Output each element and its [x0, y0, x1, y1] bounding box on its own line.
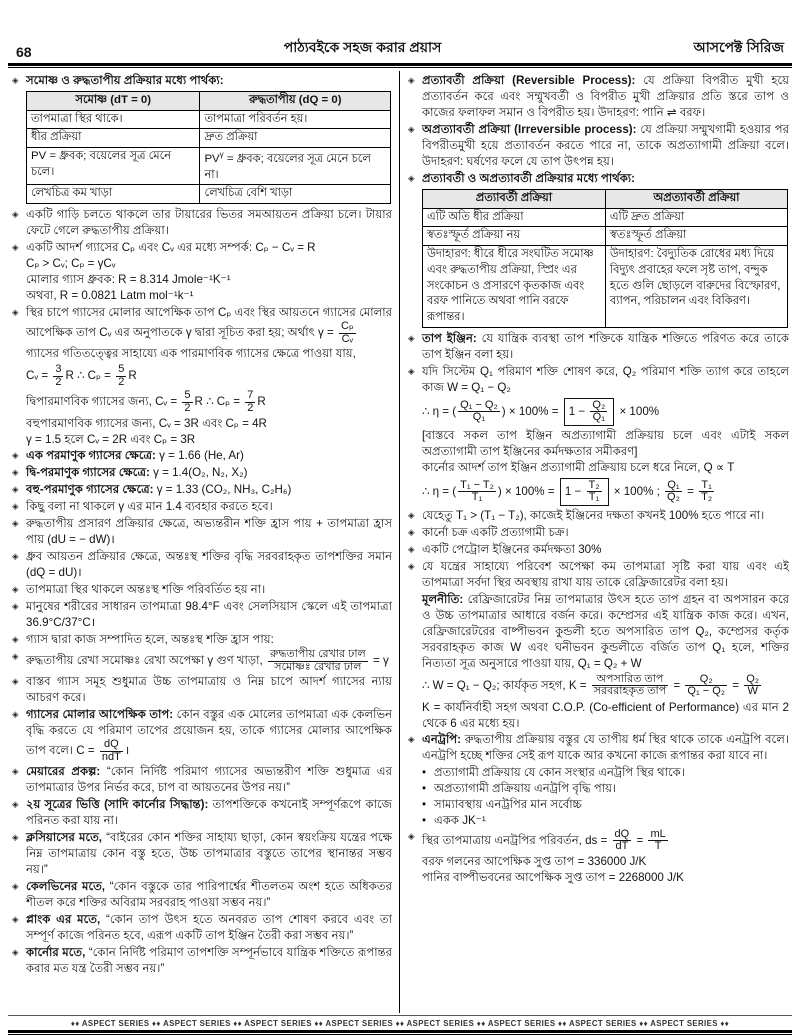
item-body: রুদ্ধতাপীয় প্রক্রিয়ায় বস্তুর যে তাপীয় ধর্ম স্থির থাকে তাকে এনট্রপি বলে। এনট্রপি হচ্ছে শক্তির সেই রূপ যাকে আর কখনো কাজে রূপান্তর করা যাবে না। [422, 732, 789, 762]
item-body: তাপশক্তিকে কখনোই সম্পূর্ণরূপে কাজে পরিনত করা যায় না। [26, 798, 392, 828]
comparison-table-isothermal-adiabatic [26, 91, 391, 204]
fraction [699, 480, 714, 504]
table-cell: ধীর প্রক্রিয়া [27, 129, 200, 148]
item-text: যদি সিস্টেম Q₁ পরিমাণ শক্তি শোষণ করে, Q₂ পরিমাণ শক্তি ত্যাগ করে তাহলে কাজ W = Q₁ − Q₂ [422, 364, 789, 394]
item-body: যে প্রক্রিয়া সম্মুখগামী হওয়ার পর বিপরীতমুখী হয়ে প্রত্যাবর্তন করতে পারে না, তাকে অপ্রত্যাগামী প্রক্রিয়া বলে। উদাহরণ: ঘর্ষণের ফলে যে তাপ উৎপন্ন হয়। [422, 122, 789, 168]
diamond-bullet-icon: ◈ [408, 172, 415, 183]
list-item [12, 240, 392, 304]
fraction-numerator: 5 [184, 389, 191, 402]
formula-text: = [633, 833, 647, 847]
fraction-denominator: ndT [101, 750, 121, 763]
item-text [26, 305, 392, 345]
diamond-bullet-icon: ◈ [408, 560, 415, 571]
diamond-bullet-icon: ◈ [408, 543, 415, 554]
item-lead: কার্নোর মতে, [26, 946, 86, 960]
fraction-numerator: Q₂ [685, 674, 727, 687]
fraction-numerator: T₁ [699, 480, 714, 493]
item-text: একটি গাড়ি চলতে থাকলে তার টায়ারের ভিতর সমআয়তন প্রক্রিয়া চলে। টায়ার ফেটে গেলে রুদ্ধতাপীয় প্রক্রিয়া। [26, 208, 392, 238]
item-text [26, 240, 392, 304]
list-item [408, 525, 789, 541]
diamond-bullet-icon: ◈ [12, 832, 19, 843]
diamond-bullet-icon: ◈ [12, 518, 19, 529]
boxed-formula [564, 398, 615, 426]
item-body: γ = 1.33 (CO₂, NH₃, C₂H₆) [156, 483, 292, 497]
formula-text: PV [204, 152, 220, 165]
section-title: সমোষ্ণ ও রুদ্ধতাপীয় প্রক্রিয়ার মধ্যে পার্থক্য: [26, 74, 224, 87]
diamond-bullet-icon: ◈ [12, 584, 19, 595]
table-cell: উদাহারণ: ধীরে ধীরে সংঘটিত সমোষ্ণ এবং রুদ্ধতাপীয় প্রক্রিয়া, স্প্রিং এর সংকোচন ও প্রসারণে কৃতকাজ এবং বরফ পানিতে অথবা পানি বরফে রূপান্তর। [423, 246, 606, 328]
right-column [400, 71, 796, 1013]
diamond-bullet-icon: ◈ [12, 450, 19, 461]
formula-text: = [670, 678, 684, 692]
fraction-numerator: mL [650, 827, 666, 840]
formula-text: Cᵥ = [26, 369, 52, 383]
table-cell: এটি দ্রুত প্রক্রিয়া [605, 208, 787, 227]
fraction-denominator: T₁ [588, 491, 600, 504]
item-body: “কোন তাপ উৎস হতে অনবরত তাপ শোষণ করবে এবং তা সম্পূর্ণ কাজে পরিনত হবে, এরূপ একটি তাপ ইঞ্জিন তৈরী করা সম্ভব নয়।” [26, 913, 392, 943]
fraction [53, 364, 63, 388]
principle-paragraph [422, 592, 789, 672]
fraction-denominator: সমোষ্ণঃ রেখার ঢাল [274, 660, 362, 673]
table-header-cell: প্রত্যাবর্তী প্রক্রিয়া [423, 189, 606, 208]
list-item [12, 945, 392, 977]
list-item [12, 912, 392, 944]
item-lead: বহু-পরমাণুক গ্যাসের ক্ষেত্রে: [26, 483, 154, 497]
diamond-bullet-icon: ◈ [408, 365, 415, 376]
item-lead: প্লাংক এর মতে, [26, 913, 101, 927]
table-row [423, 246, 788, 328]
formula-text: = ধ্রুবক; বয়েলের সূত্র মেনে চলে না। [204, 152, 371, 181]
table-header-cell: সমোষ্ণ (dT = 0) [27, 91, 200, 110]
fraction-denominator: W [747, 685, 758, 698]
list-item [408, 829, 789, 853]
dot-bullet-icon: • [422, 813, 427, 827]
diamond-bullet-icon: ◈ [12, 947, 19, 958]
diamond-bullet-icon: ◈ [12, 676, 19, 687]
footer-banner: ♦♦ ASPECT SERIES ♦♦ ASPECT SERIES ♦♦ ASPECT SERIES ♦♦ ASPECT SERIES ♦♦ ASPECT SERIES ♦♦ ASPECT SERIES ♦♦ ASPECT SERIES ♦♦ ASPECT SERIES ♦♦ [8, 1015, 792, 1030]
carnot-efficiency-formula [422, 478, 789, 506]
diamond-bullet-icon: ◈ [12, 651, 19, 662]
table-row [27, 129, 391, 148]
page-header [0, 36, 800, 63]
table-cell: উদাহারণ: বৈদ্যুতিক রোধের মধ্য দিয়ে বিদ্যুৎ প্রবাহের ফলে সৃষ্ট তাপ, বন্দুক হতে গুলি ছোড়লে বারুদের বিস্ফোরণ, ব্যাপন, পরিচালন এবং বিকিরণ। [605, 246, 787, 328]
item-text: একটি পেট্রোল ইঞ্জিনের কর্মদক্ষতা 30% [422, 542, 602, 556]
list-item [408, 73, 789, 121]
fraction-denominator: 2 [55, 375, 62, 388]
diamond-bullet-icon: ◈ [408, 526, 415, 537]
paragraph: গ্যাসের গতিতত্ত্বের সাহায্যে এক পারমাণবিক গ্যাসের ক্ষেত্রে পাওয়া যায়, [26, 347, 356, 361]
brand-name: আসপেক্ট সিরিজ [693, 39, 784, 55]
item-lead: কেলভিনের মতে, [26, 880, 106, 894]
list-item [12, 516, 392, 548]
left-column [4, 71, 400, 1013]
diamond-bullet-icon: ◈ [408, 509, 415, 520]
diamond-bullet-icon: ◈ [12, 601, 19, 612]
item-lead: গ্যাসের মোলার আপেক্ষিক তাপ: [26, 708, 174, 722]
item-lead: ক্লসিয়াসের মতে, [26, 831, 103, 845]
list-item [12, 599, 392, 631]
formula-text: = [683, 484, 698, 498]
list-item [408, 542, 789, 558]
item-text: তাপমাত্রা স্থির থাকলে অন্তঃস্থ শক্তি পরিবর্তিত হয় না। [26, 583, 266, 597]
item-lead: তাপ ইঞ্জিন: [422, 331, 477, 345]
fraction-numerator: রুদ্ধতাপীয় রেখার ঢাল [269, 648, 366, 661]
formula-text: ) × 100% = [501, 404, 562, 418]
fraction-denominator: T₂ [701, 491, 713, 504]
two-column-body [4, 68, 796, 1013]
efficiency-formula [422, 398, 789, 426]
item-text: কার্নো চক্র একটি প্রত্যাগামী চক্র। [422, 525, 569, 539]
fraction-numerator: 5 [118, 363, 125, 376]
list-item [12, 465, 392, 481]
formula-text: × 100% ; [610, 484, 664, 498]
fraction [100, 739, 123, 763]
fraction-numerator: dQ [100, 739, 123, 752]
formula-line: Cₚ > Cᵥ; Cₚ = γCᵥ [26, 257, 116, 271]
fraction [339, 321, 356, 345]
diamond-bullet-icon: ◈ [12, 634, 19, 645]
list-item [12, 674, 392, 706]
diamond-bullet-icon: ◈ [408, 123, 415, 134]
section-title: প্রত্যাবর্তী ও অপ্রত্যাবর্তী প্রক্রিয়ার মধ্যে পার্থক্য: [422, 171, 636, 185]
diamond-bullet-icon: ◈ [12, 709, 19, 720]
item-text [26, 707, 392, 763]
list-item [12, 73, 392, 89]
list-item [12, 305, 392, 345]
list-item [12, 482, 392, 498]
fraction-numerator: Q₁ − Q₂ [460, 398, 498, 411]
formula-text: 1 − [564, 484, 585, 498]
formula-text: R [128, 369, 137, 383]
boxed-formula [560, 478, 609, 506]
table-header-row [27, 91, 391, 110]
dot-bullet-icon: • [422, 797, 427, 811]
item-lead: প্রত্যাবর্তী প্রক্রিয়া (Reversible Process): [422, 74, 636, 87]
formula-text: রুদ্ধতাপীয় রেখা সমোষ্ণঃ রেখা অপেক্ষা γ গুণ খাড়া, [26, 654, 266, 668]
item-lead: দ্বি-পরমাণুক গ্যাসের ক্ষেত্রে: [26, 466, 150, 480]
fraction [613, 829, 632, 853]
item-text: মানুষের শরীরের সাধারন তাপমাত্রা 98.4°F এবং সেলসিয়াস স্কেলে এই তাপমাত্রা 36.9°C/37°C। [26, 600, 392, 630]
list-item [408, 732, 789, 764]
fraction-denominator: 2 [247, 401, 254, 414]
diamond-bullet-icon: ◈ [12, 501, 19, 512]
fraction-numerator: T₂ [588, 478, 600, 491]
item-text: অপ্রত্যাগামী প্রক্রিয়ায় এনট্রপি বৃদ্ধি পায়। [434, 781, 617, 795]
fraction-numerator: dQ [614, 827, 630, 840]
formula-text: ) × 100% = [497, 484, 558, 498]
list-item [12, 649, 392, 673]
list-item [12, 549, 392, 581]
formula-text: ∴ η = ( [422, 404, 457, 418]
list-item [408, 122, 789, 170]
list-item [12, 582, 392, 598]
fraction [744, 674, 761, 698]
table-cell: এটি অতি ধীর প্রক্রিয়া [423, 208, 606, 227]
item-lead: মূলনীতি: [422, 592, 464, 606]
item-text: একক JK⁻¹ [434, 813, 486, 827]
item-lead: এনট্রপি: [422, 732, 462, 746]
fraction-denominator: Q₁ [592, 411, 605, 424]
table-cell [200, 148, 391, 185]
table-cell: PV = ধ্রুবক; বয়েলের সূত্র মেনে চলে। [27, 148, 200, 185]
latent-heat-steam-value: পানির বাষ্পীভবনের আপেক্ষিক সুপ্ত তাপ = 2268000 J/K [422, 870, 684, 884]
item-body: γ = 1.66 (He, Ar) [159, 449, 244, 463]
diamond-bullet-icon: ◈ [12, 242, 19, 253]
item-lead: এক পরমাণুক গ্যাসের ক্ষেত্রে: [26, 449, 156, 463]
diamond-bullet-icon: ◈ [12, 551, 19, 562]
formula-line: বহুপারমাণবিক গ্যাসের জন্য, Cᵥ = 3R এবং Cₚ = 4R [26, 417, 267, 431]
list-item [408, 508, 789, 524]
item-lead: মেয়ারের প্রকল্প: [26, 765, 101, 779]
item-text: যে যন্ত্রের সাহায্যে পরিবেশ অপেক্ষা কম তাপমাত্রা সৃষ্টি করা যায় এবং এই তাপমাত্রা সর্বদা স্থির অবস্থায় রাখা যায় তাকে রেফ্রিজারেটর বলা হয়। [422, 559, 789, 589]
cop-formula [422, 674, 789, 698]
diamond-bullet-icon: ◈ [408, 75, 415, 85]
item-body: “কোন নির্দিষ্ট পরিমাণ তাপশক্তি সম্পূর্নভাবে যান্ত্রিক শক্তিতে রূপান্তর করার মত যন্ত্র তৈরী সম্ভব নয়।” [26, 946, 392, 976]
page-number: 68 [16, 44, 32, 60]
item-body: রেফ্রিজারেটর নিম্ন তাপমাত্রার উৎস হতে তাপ গ্রহন বা অপসারন করে ও উচ্চ তাপমাত্রার আধারে বর্জন করে। কম্প্রেসর এই যান্ত্রিক কাজ করে। এখন, রেফ্রিজারেটরের বাষ্পীভবন কুন্ডলী হতে অপসারিত তাপ Q₂, কম্প্রেসর কর্তৃক সরবরাহকৃত কাজ W এবং ঘনীভবন কুন্ডলীতে বর্জিত তাপ Q₁ হলে, শক্তির নিত্যতা সূত্র অনুসারে পাওয়া যায়, Q₁ = Q₂ + W [422, 592, 789, 670]
sub-list-item [422, 797, 789, 813]
diamond-bullet-icon: ◈ [12, 484, 19, 495]
header-title: পাঠ্যবইকে সহজ করার প্রয়াস [283, 39, 442, 55]
fraction-denominator: T [654, 840, 662, 853]
formula-text: R [257, 395, 266, 409]
formula-text: ∴ η = ( [422, 484, 457, 498]
table-cell: তাপমাত্রা স্থির থাকে। [27, 110, 200, 129]
list-item [408, 171, 789, 187]
table-cell: দ্রুত প্রক্রিয়া [200, 129, 391, 148]
list-item [12, 797, 392, 829]
formula-line: অথবা, R = 0.0821 Latm mol⁻¹k⁻¹ [26, 289, 194, 303]
fraction-denominator: Cᵥ [341, 332, 354, 345]
item-body: যে প্রক্রিয়া বিপরীত মুখী হয়ে প্রত্যাবর্তন করে এবং সম্মুখবর্তী ও বিপরীত মুখী প্রক্রিয়ার প্রতি স্তরে তাপ ও কাজের ফলাফল সমান ও বিপরীত হয়। উদাহরণ: পানি ⇌ বরফ। [422, 74, 790, 119]
list-item [12, 632, 392, 648]
sub-list-item [422, 813, 789, 829]
fraction [245, 390, 255, 414]
diamond-bullet-icon: ◈ [12, 467, 19, 478]
fraction [116, 364, 126, 388]
list-item [408, 559, 789, 591]
list-item [12, 830, 392, 878]
formula-line: একটি আদর্শ গ্যাসের Cₚ এবং Cᵥ এর মধ্যে সম্পর্ক: Cₚ − Cᵥ = R [26, 241, 316, 255]
item-body: যে যান্ত্রিক ব্যবস্থা তাপ শক্তিকে যান্ত্রিক শক্তিতে পরিণত করে তাকে তাপ ইঞ্জিন বলা হয়। [422, 331, 789, 361]
comparison-table-reversible-irreversible [422, 189, 788, 328]
fraction-denominator: 2 [184, 401, 191, 414]
footer-rule [8, 1030, 792, 1035]
table-row [423, 208, 788, 227]
item-body: γ = 1.4(O₂, N₂, X₂) [153, 466, 248, 480]
diamond-bullet-icon: ◈ [12, 75, 19, 85]
table-cell: লেখচিত্র বেশি খাড়া [200, 185, 391, 204]
formula-text: R ∴ Cₚ = [194, 395, 244, 409]
item-text: প্রত্যাগামী প্রক্রিয়ায় যে কোন সংস্থার এনট্রপি স্থির থাকে। [434, 765, 685, 779]
item-text: বাস্তব গ্যাস সমূহ শুধুমাত্র উচ্চ তাপমাত্রায় ও নিম্ন চাপে আদর্শ গ্যাসের ন্যায় আচরণ করে। [26, 675, 392, 705]
diamond-bullet-icon: ◈ [408, 830, 415, 841]
item-text: যেহেতু T₁ > (T₁ − T₂), কাজেই ইঞ্জিনের দক্ষতা কখনই 100% হতে পারে না। [422, 508, 765, 522]
formula-text: × 100% [616, 404, 660, 418]
fraction-denominator: Q₁ − Q₂ [687, 685, 726, 698]
item-text: সাম্যাবস্থায় এনট্রপির মান সর্বোচ্চ [434, 797, 582, 811]
bracket-note: [বাস্তবে সকল তাপ ইঞ্জিন অপ্রত্যাগামী প্রক্রিয়ায় চলে এবং এটাই সকল অপ্রত্যাগামী তাপ ইঞ্জিনের কর্মদক্ষতার সমীকরণ] [422, 428, 789, 458]
diamond-bullet-icon: ◈ [12, 914, 19, 925]
diamond-bullet-icon: ◈ [12, 209, 19, 220]
fraction [458, 480, 496, 504]
list-item [408, 331, 789, 363]
fraction [648, 829, 667, 853]
fraction-numerator: Q₁ [665, 480, 682, 493]
diamond-bullet-icon: ◈ [12, 766, 19, 777]
formula-line: γ = 1.5 হলে Cᵥ = 2R এবং Cₚ = 3R [26, 433, 196, 447]
item-lead: ২য় সূত্রের ভিত্তি (সাদি কার্নোর সিদ্ধান্ত): [26, 798, 209, 812]
item-text: কিছু বলা না থাকলে γ এর মান 1.4 ব্যবহার করতে হবে। [26, 500, 273, 514]
fraction [182, 390, 192, 414]
diamond-bullet-icon: ◈ [12, 799, 19, 810]
formula-text: দ্বিপারমাণবিক গ্যাসের জন্য, Cᵥ = [26, 395, 181, 409]
list-item [12, 879, 392, 911]
fraction-denominator: Q₂ [667, 491, 680, 504]
item-lead: অপ্রত্যাবর্তী প্রক্রিয়া (Irreversible process): [422, 122, 637, 136]
table-cell: স্বতঃস্ফূর্ত প্রক্রিয়া [605, 227, 787, 246]
fraction-denominator: T₁ [471, 491, 483, 504]
item-text [26, 649, 392, 673]
formula-line [26, 390, 392, 414]
diamond-bullet-icon: ◈ [408, 733, 415, 744]
formula-text: স্থির চাপে গ্যাসের মোলার আপেক্ষিক তাপ Cₚ এবং স্থির আয়তনে গ্যাসের মোলার আপেক্ষিক তাপ Cᵥ এর অনুপাতকে γ দ্বারা সূচিত করা হয়; অর্থাৎ γ = [26, 306, 392, 340]
diamond-bullet-icon: ◈ [12, 307, 19, 318]
fraction-denominator: 2 [118, 375, 125, 388]
diamond-bullet-icon: ◈ [12, 881, 19, 892]
fraction-numerator: 7 [247, 389, 254, 402]
fraction [592, 674, 668, 698]
fraction-denominator: dT [615, 840, 629, 853]
dot-bullet-icon: • [422, 765, 427, 779]
formula-text: ∴ W = Q₁ − Q₂; কার্যকৃত সহগ, K = [422, 678, 590, 692]
table-header-cell: অপ্রত্যাবর্তী প্রক্রিয়া [605, 189, 787, 208]
fraction-numerator: Q₂ [592, 398, 606, 411]
list-item [12, 448, 392, 464]
fraction-numerator: Cₚ [341, 320, 354, 333]
diamond-bullet-icon: ◈ [408, 332, 415, 343]
fraction [587, 480, 602, 504]
latent-heat-ice-value: বরফ গলনের আপেক্ষিক সুপ্ত তাপ = 336000 J/K [422, 854, 647, 868]
paragraph: কার্নোর আদর্শ তাপ ইঞ্জিন প্রত্যাগামী প্রক্রিয়ায় চলে ধরে নিলে, Q ∝ T [422, 460, 735, 474]
item-body: “কোন নির্দিষ্ট পরিমাণ গ্যাসের অভ্যন্তরীণ শক্তি শুধুমাত্র এর তাপমাত্রার উপর নির্ভর করে, চাপ বা আয়তনের উপর নয়।” [26, 765, 392, 795]
fraction-denominator: Q₁ [472, 411, 486, 424]
fraction-numerator: অপসারিত তাপ [592, 674, 668, 687]
table-cell: তাপমাত্রা পরিবর্তন হয়। [200, 110, 391, 129]
list-item [12, 707, 392, 763]
fraction-numerator: Q₂ [746, 672, 760, 685]
formula-text: = [729, 678, 743, 692]
formula-text: = γ [369, 654, 389, 668]
list-item [12, 499, 392, 515]
table-cell: স্বতঃস্ফূর্ত প্রক্রিয়া নয় [423, 227, 606, 246]
fraction [458, 400, 500, 424]
fraction [268, 649, 368, 673]
fraction [685, 674, 727, 698]
item-body: “কোন বস্তুকে তার পারিপার্শ্বের শীতলতম অংশ হতে অধিকতর শীতল করে শক্তির অবিরাম সরবরাহ পাওয়া সম্ভব নয়।” [26, 880, 392, 910]
table-header-cell: রুদ্ধতাপীয় (dQ = 0) [200, 91, 391, 110]
paragraph: K = কার্যনির্বাহী সহগ অথবা C.O.P. (Co-efficient of Performance) এর মান 2 থেকে 6 এর মধ্যে হয়। [422, 700, 789, 730]
table-row [423, 227, 788, 246]
item-body: “বাইরের কোন শক্তির সাহায্য ছাড়া, কোন স্বয়ংক্রিয় যন্ত্রের পক্ষে নিম্ন তাপমাত্রায় কোন বস্তু হতে, উচ্চ তাপমাত্রার বস্তুতে তাপের স্থানান্তর সম্ভব নয়।” [26, 831, 392, 877]
item-text: ধ্রুব আয়তন প্রক্রিয়ার ক্ষেত্রে, অন্তঃস্থ শক্তির বৃদ্ধি সরবরাহকৃত তাপশক্তির সমান (dQ = dU)। [26, 550, 392, 580]
table-row [27, 185, 391, 204]
formula-text: স্থির তাপমাত্রায় এনট্রপির পরিবর্তন, ds = [422, 833, 611, 847]
dot-bullet-icon: • [422, 781, 427, 795]
formula-line: মোলার গ্যাস ধ্রুবক: R = 8.314 Jmole⁻¹K⁻¹ [26, 273, 231, 287]
fraction [665, 480, 682, 504]
list-item [12, 207, 392, 239]
formula-text: 1 − [568, 404, 589, 418]
item-text: গ্যাস দ্বারা কাজ সম্পাদিত হলে, অন্তঃস্থ শক্তি হ্রাস পায়: [26, 633, 274, 647]
list-item [12, 764, 392, 796]
formula-line [26, 364, 392, 388]
superscript-gamma: γ [219, 150, 224, 160]
table-row [27, 148, 391, 185]
fraction-numerator: T₁ − T₂ [460, 478, 494, 491]
formula-text: । [124, 744, 130, 758]
table-row [27, 110, 391, 129]
sub-list-item [422, 765, 789, 781]
item-text: রুদ্ধতাপীয় প্রসারণ প্রক্রিয়ার ক্ষেত্রে, অভ্যন্তরীন শক্তি হ্রাস পায় + তাপমাত্রা হ্রাস পায় (dU = − dW)। [26, 517, 392, 547]
list-item [408, 364, 789, 396]
entropy-formula [422, 829, 789, 853]
fraction-numerator: 3 [55, 363, 62, 376]
item-body: কোন বস্তুর এক মোলের তাপমাত্রা এক কেলভিন বৃদ্ধি করতে যে পরিমাণ তাপের প্রয়োজন হয়, তাকে গ্যাসের মোলার আপেক্ষিক তাপ বলে। C = [26, 708, 392, 758]
table-cell: লেখচিত্র কম খাড়া [27, 185, 200, 204]
sub-list-item [422, 781, 789, 797]
formula-text: R ∴ Cₚ = [65, 369, 115, 383]
fraction [590, 400, 607, 424]
table-header-row [423, 189, 788, 208]
fraction-denominator: সরবরাহকৃত তাপ [593, 685, 667, 698]
